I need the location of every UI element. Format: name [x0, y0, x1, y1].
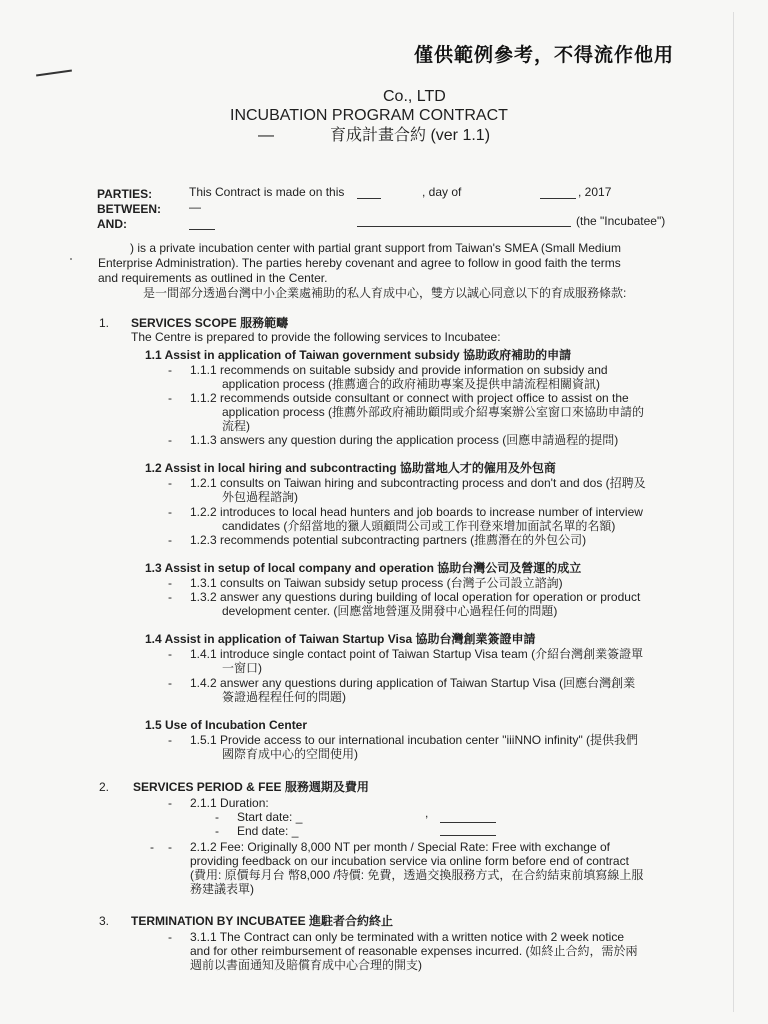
bullet: - — [168, 505, 172, 519]
section-2-number: 2. — [99, 780, 110, 794]
start-date-blank — [440, 822, 496, 823]
item-1-2-1-line-2: 外包過程諮詢) — [222, 490, 298, 504]
end-date-blank — [440, 835, 496, 836]
company-name: Co., LTD — [383, 88, 446, 105]
bullet: - — [168, 576, 172, 590]
scan-edge-line — [733, 12, 734, 1012]
item-1-1-1-line-1: 1.1.1 recommends on suitable subsidy and provide information on subsidy and — [190, 363, 608, 377]
subsection-1-2-heading: 1.2 Assist in local hiring and subcontracting 協助當地人才的僱用及外包商 — [145, 461, 556, 475]
item-2-1-2-line-4: 務建議表單) — [190, 882, 254, 896]
between-label: BETWEEN: — [97, 202, 161, 216]
section-1-lead: The Centre is prepared to provide the following services to Incubatee: — [131, 330, 501, 344]
item-1-3-2-line-2: development center. (回應當地營運及開發中心過程任何的問題) — [222, 604, 558, 618]
item-1-4-1-line-2: 一窗口) — [222, 661, 262, 675]
year-label: , 2017 — [578, 185, 612, 199]
item-1-1-2-line-2: application process (推薦外部政府補助顧問或介紹專案辦公室窗口來協助申請的 — [222, 405, 645, 419]
item-1-3-1: 1.3.1 consults on Taiwan subsidy setup process (台灣子公司設立諮詢) — [190, 576, 563, 590]
item-2-1-2-line-2: providing feedback on our incubation service via online form before end of contract — [190, 854, 629, 868]
item-2-1-2-line-3: (費用: 原價每月台 幣8,000 /特價: 免費，透過交換服務方式，在合約結束前填寫線上服 — [190, 868, 644, 882]
item-2-1-1-duration: 2.1.1 Duration: — [190, 796, 269, 810]
start-date-label: Start date: _ — [237, 810, 303, 824]
bullet: - — [168, 840, 172, 854]
bullet: - — [168, 733, 172, 747]
end-date-label: End date: _ — [237, 824, 299, 838]
item-1-1-1-line-2: application process (推薦適合的政府補助專案及提供申請流程相關資訊) — [222, 377, 601, 391]
and-blank-short — [189, 229, 215, 230]
bullet: - — [168, 796, 172, 810]
watermark-text: 僅供範例參考，不得流作他用 — [414, 44, 675, 66]
section-3-heading: TERMINATION BY INCUBATEE 進駐者合約終止 — [131, 914, 394, 928]
item-1-2-2-line-2: candidates (介紹當地的獵人頭顧問公司或工作刊登來增加面試名單的名額) — [222, 519, 616, 533]
start-date-comma: , — [425, 806, 429, 820]
scan-speck — [70, 258, 72, 260]
incubatee-label: (the "Incubatee") — [576, 214, 666, 228]
section-3-number: 3. — [99, 914, 110, 928]
item-1-2-1-line-1: 1.2.1 consults on Taiwan hiring and subcontracting process and don't and dos (招聘及 — [190, 476, 646, 490]
subsection-1-1-heading: 1.1 Assist in application of Taiwan government subsidy 協助政府補助的申請 — [145, 348, 572, 362]
section-1-heading: SERVICES SCOPE 服務範疇 — [131, 316, 289, 330]
intro-line-2: Enterprise Administration). The parties hereby covenant and agree to follow in good faith the terms — [98, 256, 621, 270]
day-of-label: , day of — [422, 185, 462, 199]
intro-line-1: ) is a private incubation center with partial grant support from Taiwan's SMEA (Small Medium — [130, 241, 621, 255]
item-1-1-2-line-1: 1.1.2 recommends outside consultant or connect with project office to assist on the — [190, 391, 629, 405]
contract-made-on: This Contract is made on this — [189, 185, 345, 199]
item-1-2-3: 1.2.3 recommends potential subcontracting partners (推薦潛在的外包公司) — [190, 533, 587, 547]
subsection-1-5-heading: 1.5 Use of Incubation Center — [145, 718, 308, 732]
bullet: - — [150, 840, 154, 854]
bullet: - — [215, 810, 219, 824]
item-1-5-1-line-2: 國際育成中心的空間使用) — [222, 747, 358, 761]
month-blank — [540, 198, 576, 199]
intro-line-3: and requirements as outlined in the Center. — [98, 271, 328, 285]
item-1-1-3: 1.1.3 answers any question during the application process (回應申請過程的提問) — [190, 433, 619, 447]
bullet: - — [168, 930, 172, 944]
incubatee-name-blank — [357, 226, 571, 227]
subsection-1-3-heading: 1.3 Assist in setup of local company and operation 協助台灣公司及營運的成立 — [145, 561, 582, 575]
item-1-3-2-line-1: 1.3.2 answer any questions during building of local operation for operation or product — [190, 590, 641, 604]
item-1-2-2-line-1: 1.2.2 introduces to local head hunters and job boards to increase number of interview — [190, 505, 643, 519]
bullet: - — [168, 533, 172, 547]
intro-line-4: 是一間部分透過台灣中小企業處補助的私人育成中心，雙方以誠心同意以下的育成服務條款: — [143, 286, 627, 300]
bullet: - — [168, 476, 172, 490]
bullet: - — [168, 433, 172, 447]
item-2-1-2-line-1: 2.1.2 Fee: Originally 8,000 NT per month / Special Rate: Free with exchange of — [190, 840, 610, 854]
between-dash: — — [189, 200, 201, 214]
bullet: - — [168, 676, 172, 690]
item-1-4-1-line-1: 1.4.1 introduce single contact point of Taiwan Startup Visa team (介紹台灣創業簽證單 — [190, 647, 644, 661]
item-1-4-2-line-2: 簽證過程程任何的問題) — [222, 690, 346, 704]
item-3-1-1-line-3: 週前以書面通知及賠償育成中心合理的開支) — [190, 958, 422, 972]
item-1-1-2-line-3: 流程) — [222, 419, 250, 433]
bullet: - — [168, 363, 172, 377]
bullet: - — [168, 590, 172, 604]
section-1-number: 1. — [99, 316, 110, 330]
bullet: - — [168, 391, 172, 405]
item-1-5-1-line-1: 1.5.1 Provide access to our international incubation center "iiiNNO infinity" (提供我們 — [190, 733, 639, 747]
day-blank — [357, 198, 381, 199]
parties-label: PARTIES: — [97, 187, 153, 201]
bullet: - — [168, 647, 172, 661]
bullet: - — [215, 824, 219, 838]
pen-mark — [36, 70, 72, 77]
and-label: AND: — [97, 217, 127, 231]
section-2-heading: SERVICES PERIOD & FEE 服務週期及費用 — [133, 780, 369, 794]
contract-title: INCUBATION PROGRAM CONTRACT — [230, 107, 508, 124]
contract-subtitle: 育成計畫合約 (ver 1.1) — [330, 127, 491, 144]
item-3-1-1-line-1: 3.1.1 The Contract can only be terminated with a written notice with 2 week notice — [190, 930, 625, 944]
title-dash: — — [258, 127, 274, 144]
item-1-4-2-line-1: 1.4.2 answer any questions during application of Taiwan Startup Visa (回應台灣創業 — [190, 676, 636, 690]
item-3-1-1-line-2: and for other reimbursement of reasonable expenses incurred. (如終止合約，需於兩 — [190, 944, 638, 958]
subsection-1-4-heading: 1.4 Assist in application of Taiwan Startup Visa 協助台灣創業簽證申請 — [145, 632, 536, 646]
